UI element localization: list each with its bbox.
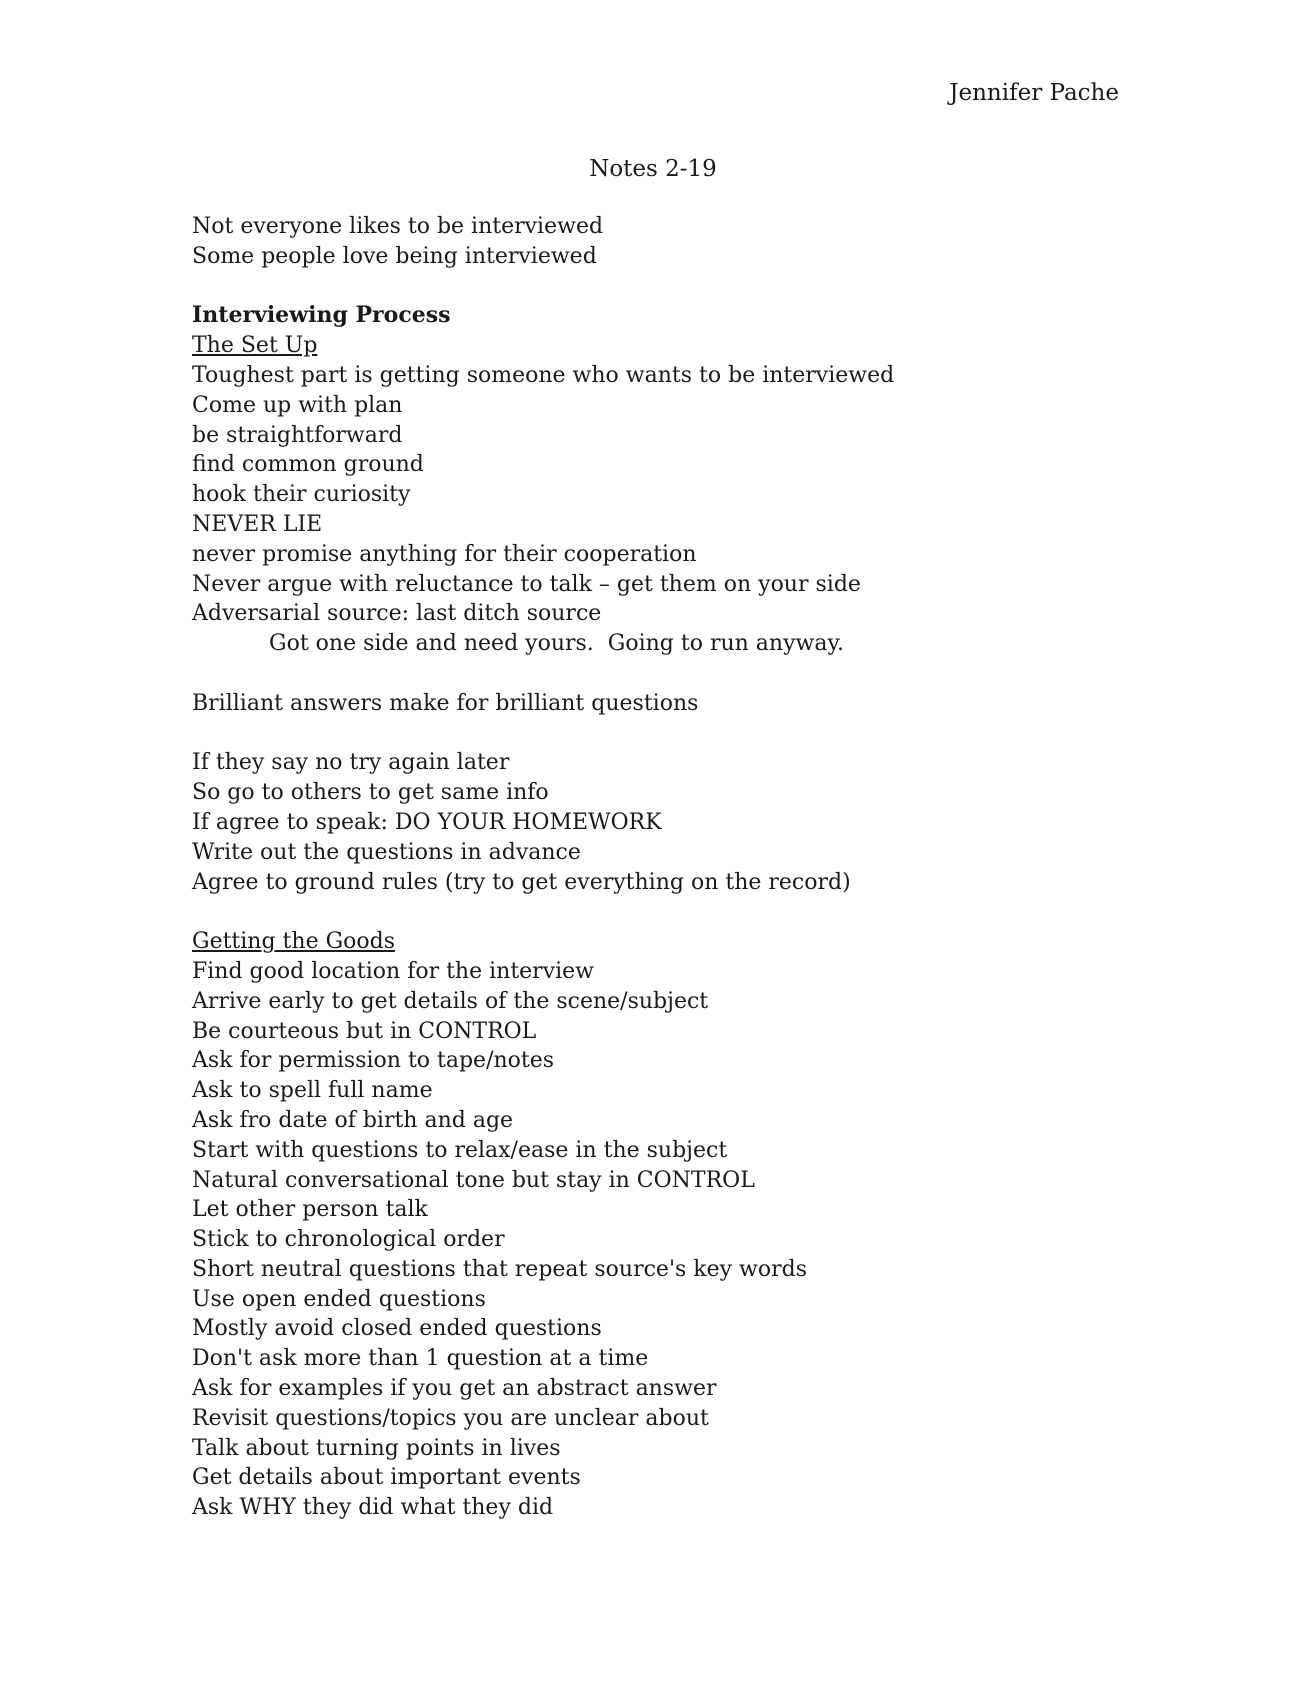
subsection-heading-goods: Getting the Goods: [192, 929, 396, 955]
setup-line: find common ground: [192, 452, 424, 478]
page-title: Notes 2-19: [589, 156, 717, 182]
goods-line: Get details about important events: [192, 1465, 581, 1491]
goods-line: Find good location for the interview: [192, 958, 595, 984]
goods-line: Talk about turning points in lives: [192, 1435, 561, 1461]
section-heading: Interviewing Process: [192, 302, 451, 329]
goods-line: Use open ended questions: [192, 1286, 486, 1312]
spacer: [192, 719, 1192, 749]
intro-line: Some people love being interviewed: [192, 243, 597, 269]
setup-line: Adversarial source: last ditch source: [192, 601, 602, 627]
goods-line: Ask for examples if you get an abstract answer: [192, 1376, 717, 1402]
goods-line: Ask for permission to tape/notes: [192, 1048, 555, 1074]
goods-line: Mostly avoid closed ended questions: [192, 1316, 602, 1342]
setup-indented-line: Got one side and need yours. Going to run anyway.: [269, 631, 844, 657]
goods-line: Let other person talk: [192, 1197, 428, 1223]
goods-line: Ask to spell full name: [192, 1078, 433, 1104]
followup-line: If they say no try again later: [192, 750, 510, 776]
goods-line: Start with questions to relax/ease in the subject: [192, 1137, 728, 1163]
goods-line: Ask fro date of birth and age: [192, 1107, 514, 1133]
notes-body: [192, 212, 1192, 1523]
spacer: [192, 272, 1192, 302]
followup-line: Agree to ground rules (try to get everything on the record): [192, 869, 851, 895]
spacer: [192, 897, 1192, 927]
setup-line: Never argue with reluctance to talk – get them on your side: [192, 571, 861, 597]
goods-line: Short neutral questions that repeat source's key words: [192, 1256, 808, 1282]
author-name: Jennifer Pache: [949, 80, 1119, 106]
spacer: [192, 659, 1192, 689]
goods-line: Revisit questions/topics you are unclear about: [192, 1405, 709, 1431]
setup-line: never promise anything for their cooperation: [192, 541, 697, 567]
followup-line: Write out the questions in advance: [192, 839, 581, 865]
setup-line: Come up with plan: [192, 392, 403, 418]
subsection-heading-setup: The Set Up: [192, 333, 318, 359]
setup-line: Toughest part is getting someone who wants to be interviewed: [192, 362, 895, 388]
followup-line: If agree to speak: DO YOUR HOMEWORK: [192, 809, 662, 835]
goods-line: Ask WHY they did what they did: [192, 1495, 554, 1521]
goods-line: Don't ask more than 1 question at a time: [192, 1346, 649, 1372]
setup-line: hook their curiosity: [192, 482, 411, 508]
setup-line: NEVER LIE: [192, 511, 323, 537]
intro-line: Not everyone likes to be interviewed: [192, 214, 604, 239]
goods-line: Be courteous but in CONTROL: [192, 1018, 537, 1044]
setup-line: be straightforward: [192, 422, 403, 448]
goods-line: Stick to chronological order: [192, 1227, 505, 1253]
goods-line: Arrive early to get details of the scene/subject: [192, 988, 709, 1014]
goods-line: Natural conversational tone but stay in CONTROL: [192, 1167, 755, 1193]
brilliant-line: Brilliant answers make for brilliant questions: [192, 690, 699, 716]
followup-line: So go to others to get same info: [192, 780, 549, 806]
